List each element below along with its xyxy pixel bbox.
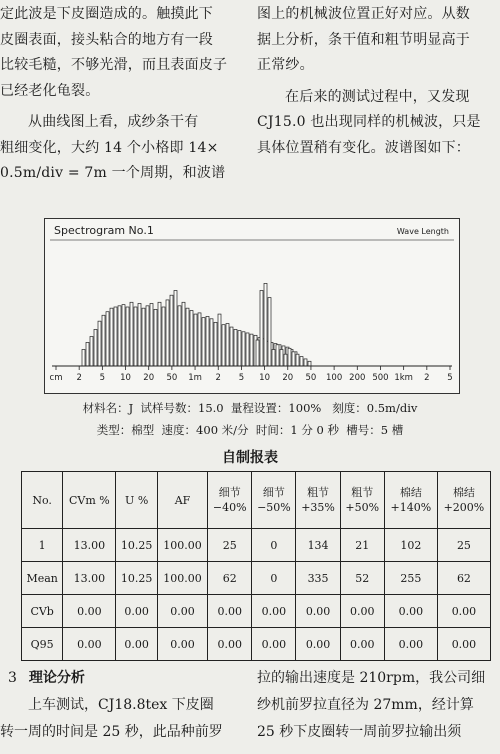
spectrogram-bar xyxy=(276,345,279,366)
text-line: 皮圈表面，接头粘合的地方有一段 xyxy=(0,31,213,48)
report-body xyxy=(22,529,491,661)
x-tick-label: 10 xyxy=(120,373,131,383)
text-line: 0.5m/div = 7m 一个周期，和波谱 xyxy=(0,165,226,181)
spectrogram-bar xyxy=(166,300,169,366)
table-cell: 62 xyxy=(208,562,252,595)
report-header-cell: U % xyxy=(116,472,157,529)
table-cell: 0.00 xyxy=(340,628,384,661)
spectrogram-bar xyxy=(182,302,185,366)
table-cell: 0.00 xyxy=(157,628,207,661)
x-tick-label: 2 xyxy=(424,373,430,383)
text-line: 转一周的时间是 25 秒，此品种前罗 xyxy=(0,724,223,740)
spectrogram-figure xyxy=(44,218,460,394)
spectrogram-bar xyxy=(246,333,249,366)
spectrogram-title: Spectrogram No.1 xyxy=(54,224,154,237)
spectrogram-bar xyxy=(284,354,287,366)
spectrogram-bar xyxy=(154,309,157,366)
table-cell: 0.00 xyxy=(296,628,340,661)
report-header-cell: AF xyxy=(157,472,207,529)
table-cell: 13.00 xyxy=(63,562,116,595)
spectrogram-bar xyxy=(256,340,259,366)
table-cell: 100.00 xyxy=(157,562,207,595)
spectrogram-bar xyxy=(126,307,129,366)
table-cell: 255 xyxy=(384,562,437,595)
report-title: 自制报表 xyxy=(222,450,278,466)
spectrogram-svg xyxy=(44,218,460,394)
text-line: CJ15.0 也出现同样的机械波，只是 xyxy=(257,114,481,130)
x-tick-label: 50 xyxy=(305,373,317,383)
spectrogram-bar xyxy=(134,307,137,366)
table-cell: 0.00 xyxy=(157,595,207,628)
spectrogram-bar xyxy=(178,306,181,366)
x-tick-label: 5 xyxy=(99,373,106,383)
report-header-cell: 细节 −50% xyxy=(252,472,296,529)
spectrogram-bar xyxy=(242,332,245,366)
report-header-cell: 粗节 +50% xyxy=(340,472,384,529)
spectrogram-bar xyxy=(102,315,105,366)
spectrogram-bar xyxy=(162,307,165,366)
wave-length-label: Wave Length xyxy=(396,227,449,236)
table-cell: 62 xyxy=(437,562,490,595)
table-cell: 10.25 xyxy=(116,529,157,562)
table-cell: 21 xyxy=(340,529,384,562)
x-tick-label: 5 xyxy=(447,373,453,383)
left-paragraph-1 xyxy=(0,2,237,104)
spectrogram-bar xyxy=(106,312,109,366)
text-line: 图上的机械波位置正好对应。从数 xyxy=(257,6,470,22)
table-cell: Q95 xyxy=(22,628,63,661)
table-cell: 0.00 xyxy=(63,628,116,661)
spectrogram-bar xyxy=(206,316,209,366)
right-paragraph-1 xyxy=(257,2,495,79)
table-cell: 0.00 xyxy=(116,628,157,661)
x-tick-label: cm xyxy=(49,373,63,383)
spectrogram-bar xyxy=(118,306,121,366)
section-title: 理论分析 xyxy=(28,670,85,686)
spectrogram-bar xyxy=(308,361,311,366)
table-cell: 0.00 xyxy=(116,595,157,628)
report-table xyxy=(21,471,491,661)
table-cell: 25 xyxy=(437,529,490,562)
x-tick-label: 20 xyxy=(282,373,294,383)
report-header-cell: 棉结 +140% xyxy=(384,472,437,529)
spectrogram-bar xyxy=(210,319,213,366)
table-cell: 0 xyxy=(252,529,296,562)
table-cell: 0 xyxy=(252,562,296,595)
table-cell: 0.00 xyxy=(252,595,296,628)
spectrogram-meta-2: 类型：棉型 速度：400 米/分 时间：1 分 0 秒 槽号：5 槽 xyxy=(96,423,404,437)
table-cell: 1 xyxy=(22,529,63,562)
x-tick-label: 2 xyxy=(76,373,82,383)
spectrogram-bar xyxy=(226,324,229,366)
x-tick-label: 500 xyxy=(372,373,389,383)
x-tick-label: 100 xyxy=(326,373,343,383)
table-cell: 102 xyxy=(384,529,437,562)
text-line: 具体位置稍有变化。波谱图如下： xyxy=(257,139,470,156)
left-paragraph-2 xyxy=(0,110,237,187)
spectrogram-bar xyxy=(114,307,117,366)
table-cell: 0.00 xyxy=(437,628,490,661)
table-cell: 0.00 xyxy=(437,595,490,628)
x-tick-label: 10 xyxy=(259,373,271,383)
table-cell: Mean xyxy=(22,562,63,595)
spectrogram-bar xyxy=(300,357,303,366)
table-cell: 0.00 xyxy=(296,595,340,628)
text-line: 拉的输出速度是 210rpm，我公司细 xyxy=(257,670,486,686)
x-tick-label: 50 xyxy=(166,373,178,383)
table-row xyxy=(22,529,491,562)
x-tick-label: 1km xyxy=(394,373,413,383)
section-left-text xyxy=(0,692,240,746)
table-cell: 0.00 xyxy=(63,595,116,628)
x-tick-label: 200 xyxy=(349,373,366,383)
spectrogram-bar xyxy=(296,354,299,366)
spectrogram-bar xyxy=(142,308,145,366)
text-line: 纱机前罗拉直径为 27mm，经计算 xyxy=(257,697,474,713)
spectrogram-bar xyxy=(280,349,283,366)
table-cell: 0.00 xyxy=(252,628,296,661)
table-cell: 10.25 xyxy=(116,562,157,595)
x-tick-label: 1m xyxy=(188,373,202,383)
spectrogram-bar xyxy=(218,314,221,366)
report-header-cell: 细节 −40% xyxy=(208,472,252,529)
spectrogram-bar xyxy=(304,359,307,366)
section-heading xyxy=(8,667,85,687)
text-line: 已经老化龟裂。 xyxy=(0,82,100,99)
right-paragraph-2 xyxy=(257,85,495,162)
spectrogram-bar xyxy=(150,303,153,366)
table-cell: 0.00 xyxy=(208,628,252,661)
spectrogram-bar xyxy=(170,295,173,366)
spectrogram-bar xyxy=(174,290,177,366)
spectrogram-bar xyxy=(82,349,85,366)
text-line: 从曲线图上看，成纱条干有 xyxy=(28,114,199,130)
spectrogram-bar xyxy=(250,334,253,366)
text-line: 正常纱。 xyxy=(257,57,314,73)
report-header-cell: 粗节 +35% xyxy=(296,472,340,529)
text-line: 粗细变化，大约 14 个小格即 14× xyxy=(0,139,219,156)
text-line: 比较毛糙，不够光滑，而且表面皮子 xyxy=(0,57,228,73)
section-right-text xyxy=(257,665,495,746)
spectrogram-bar xyxy=(194,314,197,366)
spectrogram-bar xyxy=(146,306,149,366)
table-cell: 25 xyxy=(208,529,252,562)
spectrogram-bar xyxy=(268,298,271,366)
table-cell: 0.00 xyxy=(384,595,437,628)
spectrogram-bar xyxy=(186,308,189,366)
x-tick-label: 5 xyxy=(238,373,245,383)
spectrogram-bar xyxy=(214,322,217,366)
spectrogram-bar xyxy=(222,325,225,366)
report-header-cell: 棉结 +200% xyxy=(437,472,490,529)
table-cell: 52 xyxy=(340,562,384,595)
text-line: 据上分析，条干值和粗节明显高于 xyxy=(257,31,470,48)
spectrogram-bar xyxy=(138,303,141,366)
text-line: 上车测试，CJ18.8tex 下皮圈 xyxy=(28,697,214,713)
text-line: 定此波是下皮圈造成的。触摸此下 xyxy=(0,6,213,22)
spectrogram-bar xyxy=(292,352,295,366)
spectrogram-bar xyxy=(110,308,113,366)
spectrogram-bar xyxy=(238,331,241,366)
spectrogram-bar xyxy=(122,305,125,366)
section-number: 3 xyxy=(8,670,17,686)
table-cell: 0.00 xyxy=(208,595,252,628)
table-row xyxy=(22,562,491,595)
spectrogram-bar xyxy=(94,329,97,366)
right-column xyxy=(257,2,495,161)
table-cell: CVb xyxy=(22,595,63,628)
spectrogram-bar xyxy=(198,313,201,366)
x-tick-label: 2 xyxy=(215,373,221,383)
spectrogram-bar xyxy=(230,327,233,366)
spectrogram-bar xyxy=(130,302,133,366)
spectrogram-bar xyxy=(272,349,275,366)
table-row xyxy=(22,595,491,628)
spectrogram-bar xyxy=(288,348,291,366)
table-cell: 0.00 xyxy=(340,595,384,628)
spectrogram-frame xyxy=(45,219,460,394)
report-header-row xyxy=(22,472,491,529)
spectrogram-bar xyxy=(260,290,263,366)
text-line: 在后来的测试过程中，又发现 xyxy=(285,88,470,105)
table-cell: 13.00 xyxy=(63,529,116,562)
spectrogram-bar xyxy=(264,283,267,366)
table-row xyxy=(22,628,491,661)
table-cell: 100.00 xyxy=(157,529,207,562)
table-cell: 134 xyxy=(296,529,340,562)
spectrogram-bar xyxy=(98,321,101,366)
spectrogram-bar xyxy=(158,302,161,366)
table-cell: 0.00 xyxy=(384,628,437,661)
spectrogram-bar xyxy=(190,311,193,366)
spectrogram-bar xyxy=(234,329,237,366)
table-cell: 335 xyxy=(296,562,340,595)
text-line: 25 秒下皮圈转一周前罗拉输出须 xyxy=(257,724,462,740)
spectrogram-meta-1: 材料名：J 试样号数：15.0 量程设置：100% 刻度：0.5m/div xyxy=(82,401,418,415)
x-tick-label: 20 xyxy=(143,373,155,383)
spectrogram-bar xyxy=(202,318,205,366)
spectrogram-bar xyxy=(90,337,93,367)
report-header-cell: No. xyxy=(22,472,63,529)
report-header-cell: CVm % xyxy=(63,472,116,529)
spectrogram-bar xyxy=(86,342,89,366)
left-column xyxy=(0,2,237,187)
